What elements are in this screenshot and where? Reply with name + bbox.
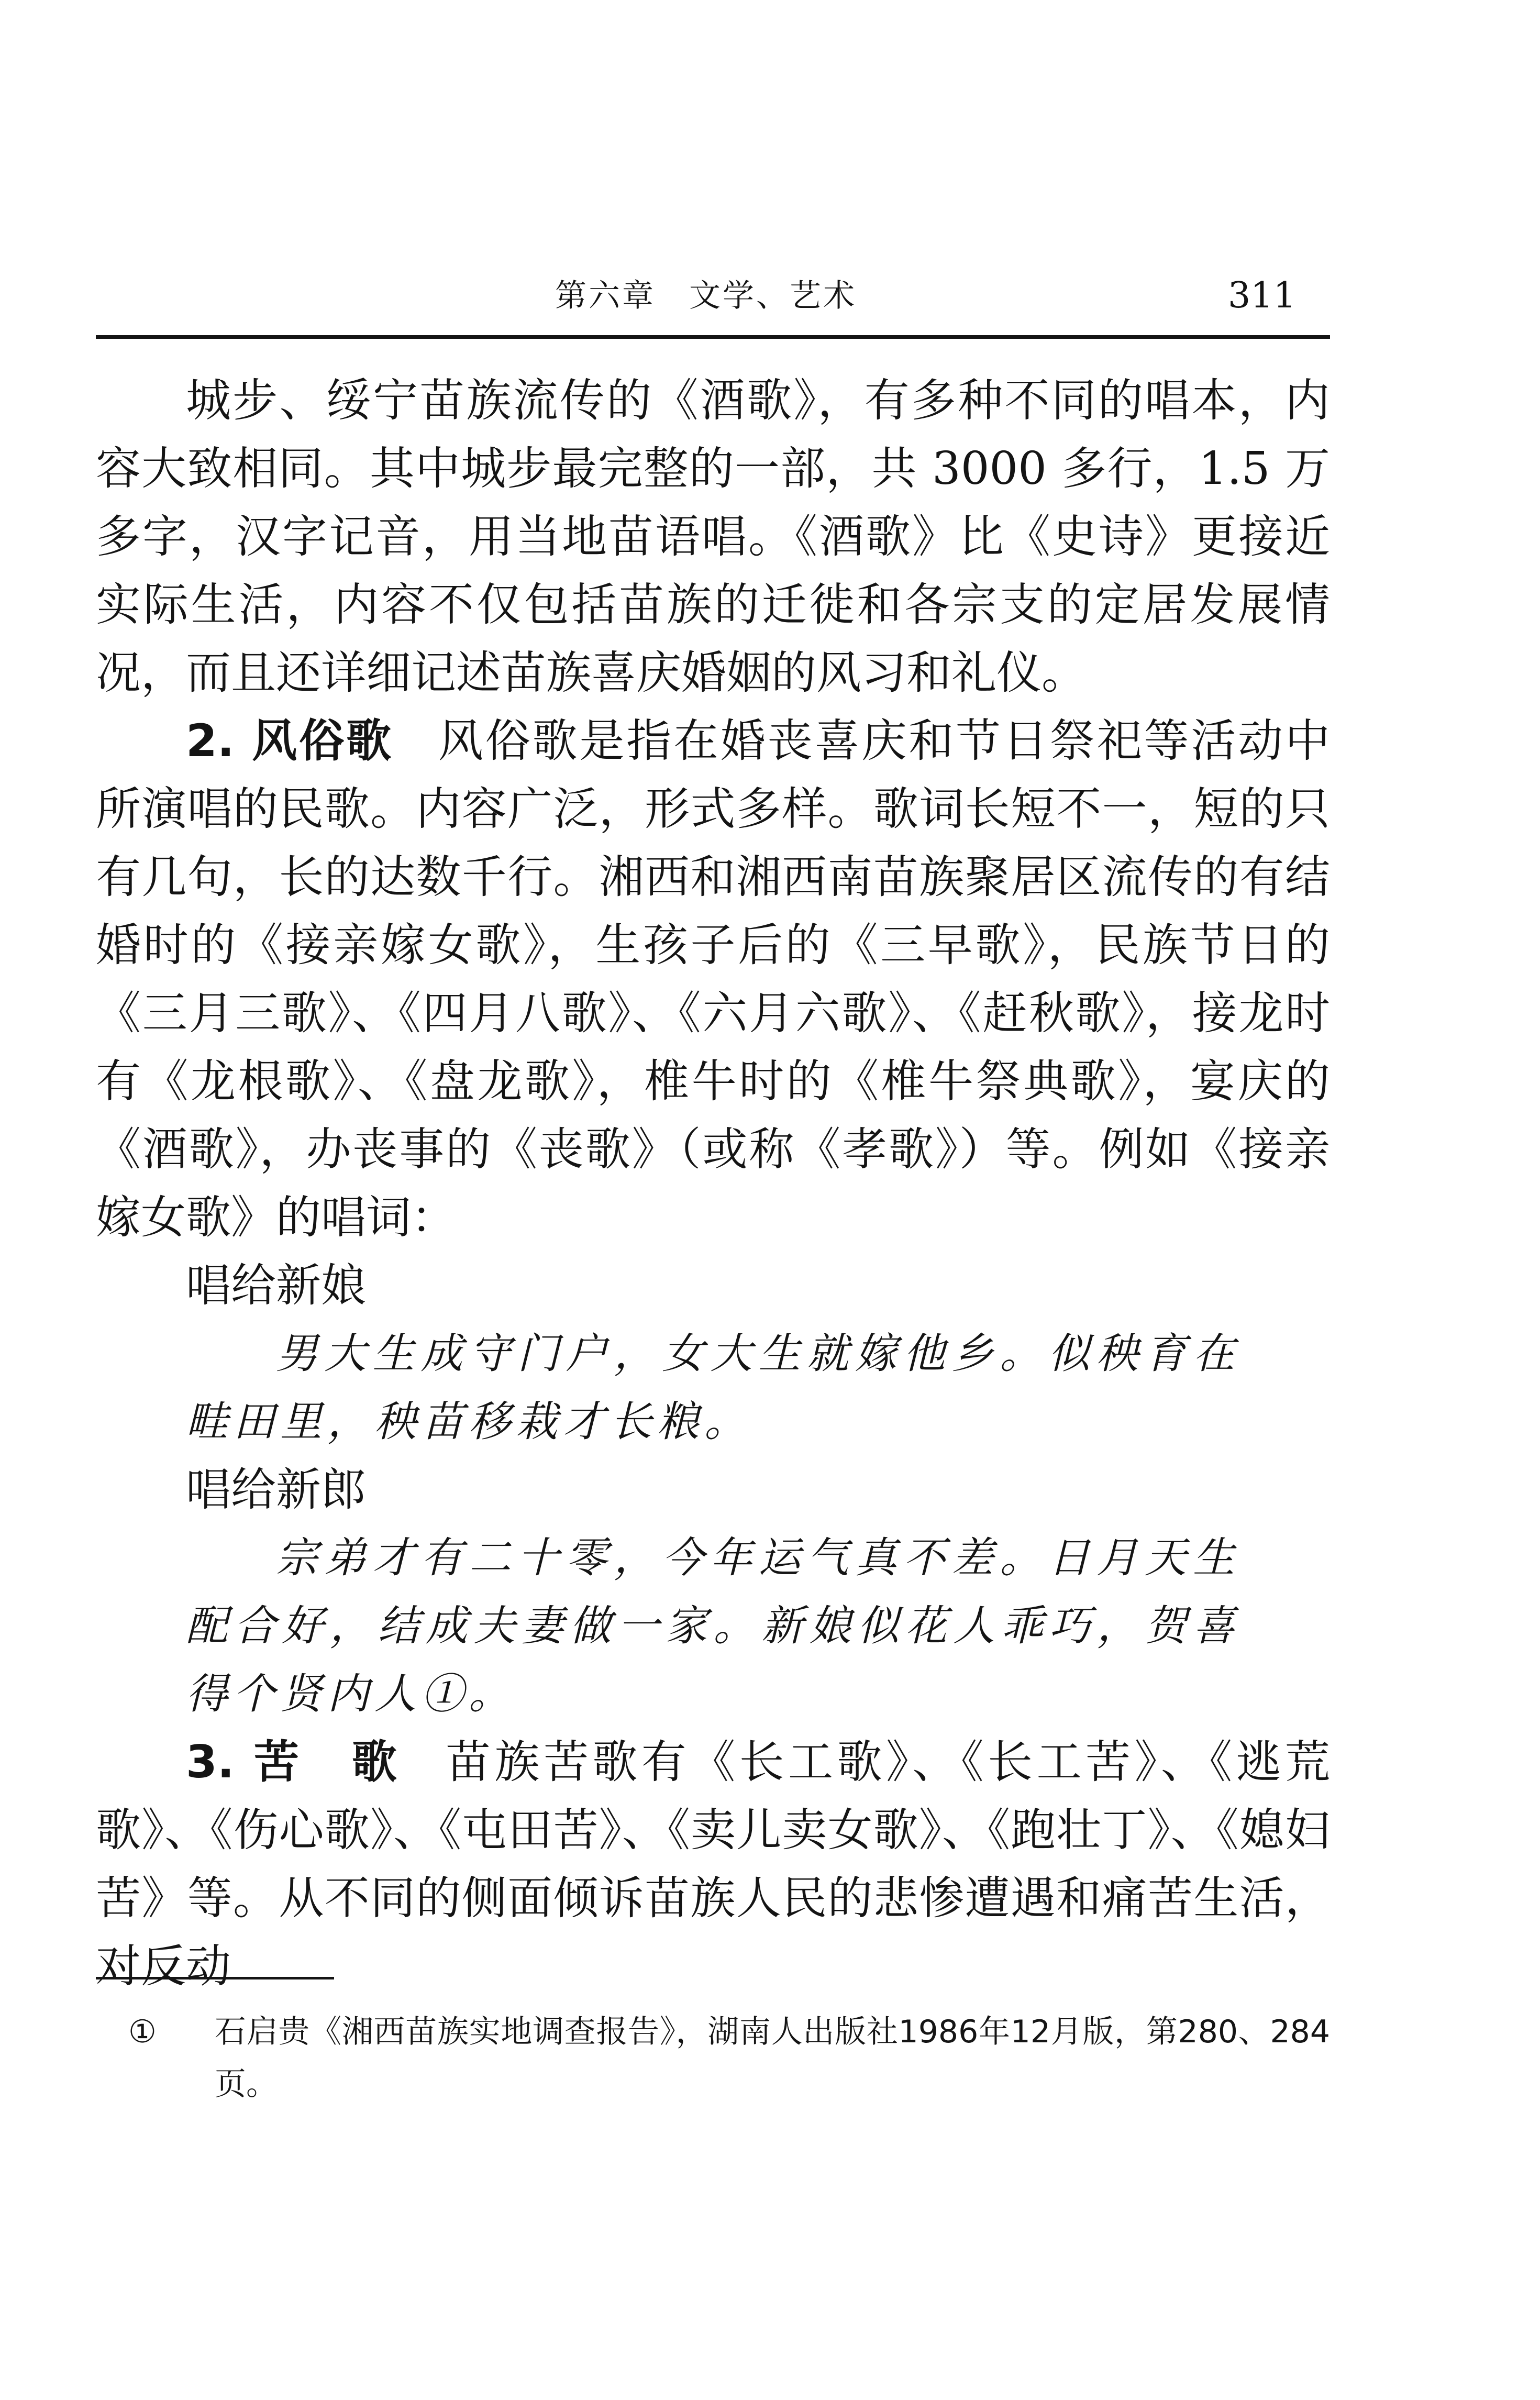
customs-songs-text: 风俗歌是指在婚丧喜庆和节日祭祀等活动中所演唱的民歌。内容广泛，形式多样。歌词长短不一，短的只有几句，长的达数千行。湘西和湘西南苗族聚居区流传的有结婚时的《接亲嫁女歌》，生孩子后的《三早歌》，民族节日的《三月三歌》、《四月八歌》、《六月六歌》、《赶秋歌》，接龙时有《龙根歌》、《盘龙歌》，椎牛时的《椎牛祭典歌》，宴庆的《酒歌》，办丧事的《丧歌》（或称《孝歌》）等。例如《接亲嫁女歌》的唱词： [96, 715, 1331, 1244]
chapter-title: 第六章 文学、艺术 [555, 278, 857, 314]
section-heading-bitter-songs: 3. 苦 歌 [186, 1736, 401, 1788]
footnote-rule [96, 1977, 334, 1979]
running-header [0, 272, 1540, 319]
footnote [128, 2006, 1330, 2110]
song-groom-label: 唱给新郎 [186, 1464, 366, 1516]
page-number: 311 [1228, 275, 1296, 316]
song-groom-lyric: 宗弟才有二十零，今年运气真不差。日月天生配合好，结成夫妻做一家。新娘似花人乖巧，贺喜得个贤内人①。 [186, 1533, 1240, 1718]
song-bride-label: 唱给新娘 [186, 1259, 366, 1312]
footnote-text: 石启贵《湘西苗族实地调查报告》，湖南人出版社1986年12月版，第280、284页。 [215, 2014, 1330, 2103]
header-rule [96, 335, 1330, 339]
bitter-songs-text: 苗族苦歌有《长工歌》、《长工苦》、《逃荒歌》、《伤心歌》、《屯田苦》、《卖儿卖女歌》、《跑壮丁》、《媳妇苦》等。从不同的侧面倾诉苗族人民的悲惨遭遇和痛苦生活，对反动 [96, 1736, 1331, 1993]
body-text [96, 367, 1330, 2000]
paragraph-bitter-songs [96, 1728, 1330, 2000]
section-heading-customs-songs: 2. 风俗歌 [186, 715, 393, 767]
song-bride-lyric: 男大生成守门户，女大生就嫁他乡。似秧育在畦田里，秧苗移栽才长粮。 [186, 1329, 1240, 1446]
paragraph-jiuge: 城步、绥宁苗族流传的《酒歌》，有多种不同的唱本，内容大致相同。其中城步最完整的一部，共 3000 多行，1.5 万多字，汉字记音，用当地苗语唱。《酒歌》比《史诗》更接近实际生活，内容不仅包括苗族的迁徙和各宗支的定居发展情况，而且还详细记述苗族喜庆婚姻的风习和礼仪。 [96, 374, 1330, 699]
paragraph-customs-songs [96, 707, 1330, 1252]
footnote-marker: ① [128, 2014, 157, 2050]
